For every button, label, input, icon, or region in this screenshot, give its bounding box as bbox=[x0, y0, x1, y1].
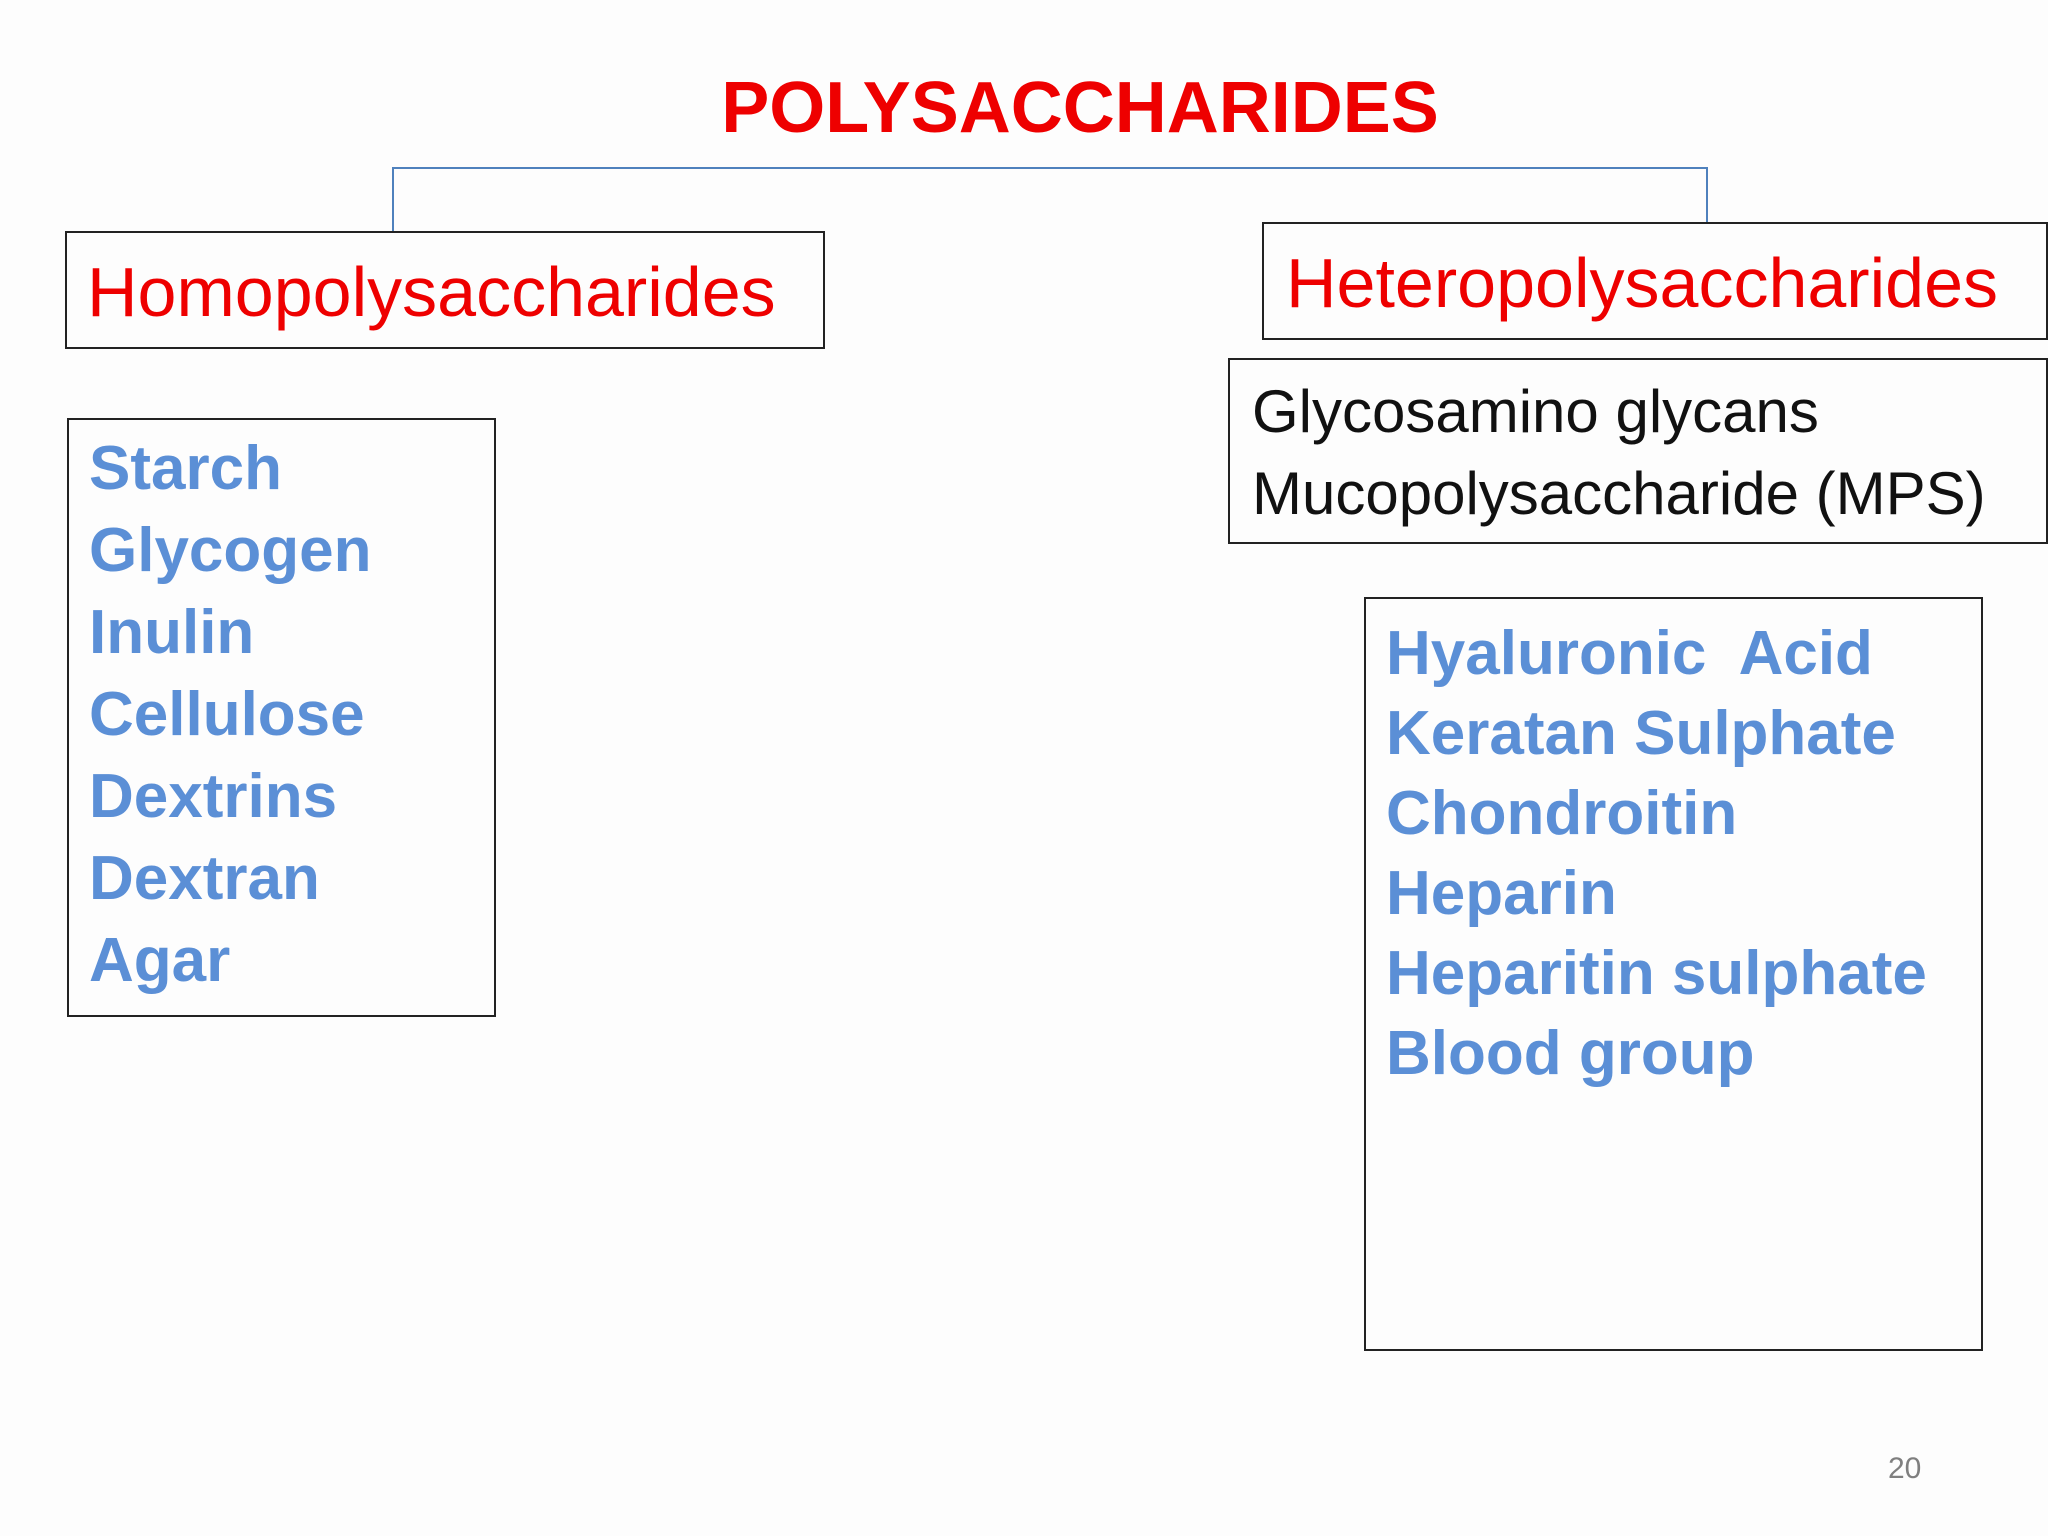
homopolysaccharides-label: Homopolysaccharides bbox=[87, 253, 776, 331]
synonym-glycosaminoglycans: Glycosamino glycans bbox=[1252, 378, 1819, 445]
glycosaminoglycans-box bbox=[1228, 358, 2048, 544]
list-item-chondroitin: Chondroitin bbox=[1386, 779, 1738, 848]
list-item-inulin: Inulin bbox=[89, 598, 255, 667]
list-item-dextran: Dextran bbox=[89, 844, 320, 913]
list-item-heparitin-sulphate: Heparitin sulphate bbox=[1386, 939, 1927, 1008]
list-item-agar: Agar bbox=[89, 926, 231, 995]
list-item-blood-group: Blood group bbox=[1386, 1019, 1755, 1088]
list-item-starch: Starch bbox=[89, 434, 282, 503]
homopolysaccharides-list-box bbox=[67, 418, 496, 1017]
homopolysaccharides-list bbox=[89, 434, 372, 1012]
diagram-title: POLYSACCHARIDES bbox=[721, 68, 1439, 148]
list-item-heparin: Heparin bbox=[1386, 859, 1617, 928]
synonym-mucopolysaccharide: Mucopolysaccharide (MPS) bbox=[1252, 460, 1986, 527]
list-item-keratan-sulphate: Keratan Sulphate bbox=[1386, 699, 1896, 768]
homopolysaccharides-box bbox=[65, 231, 825, 349]
heteropolysaccharides-list bbox=[1386, 619, 1927, 1103]
list-item-hyaluronic-acid: Hyaluronic Acid bbox=[1386, 619, 1873, 688]
heteropolysaccharides-list-box bbox=[1364, 597, 1983, 1351]
list-item-glycogen: Glycogen bbox=[89, 516, 372, 585]
heteropolysaccharides-label: Heteropolysaccharides bbox=[1286, 244, 1999, 322]
page-number: 20 bbox=[1888, 1452, 1922, 1485]
list-item-dextrins: Dextrins bbox=[89, 762, 338, 831]
list-item-cellulose: Cellulose bbox=[89, 680, 365, 749]
tree-connector bbox=[0, 0, 2048, 260]
heteropolysaccharides-box bbox=[1262, 222, 2048, 340]
